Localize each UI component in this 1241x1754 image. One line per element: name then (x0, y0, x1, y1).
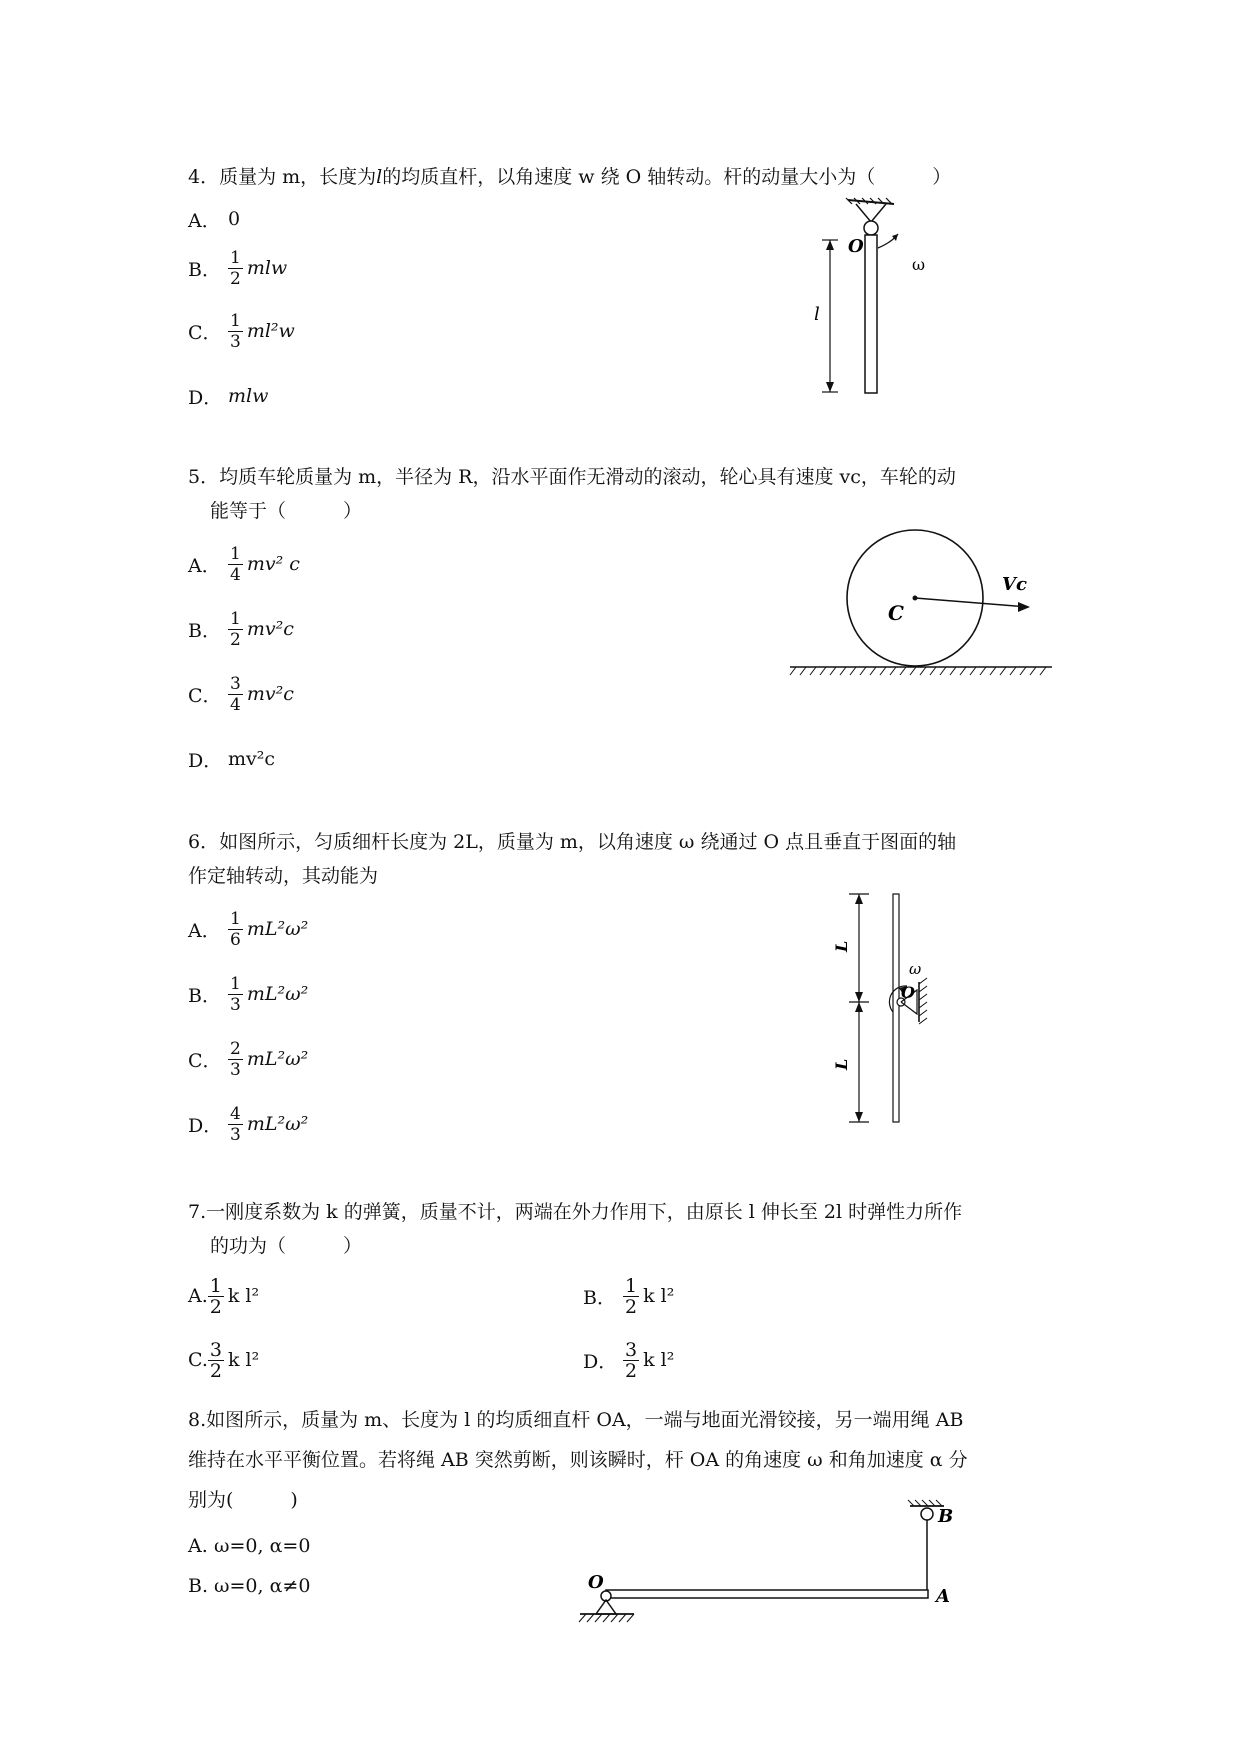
q5-figure-wheel (790, 530, 1060, 680)
fraction: $\frac{4}{3}$ (230, 1103, 241, 1145)
fraction: $\frac{1}{2}$ (230, 608, 241, 650)
q7-option-d[interactable]: D． $\frac{3}{2}$ k l² (583, 1338, 675, 1382)
q6-figure-rod (832, 890, 955, 1130)
q4-figure-rod (800, 200, 960, 400)
fraction: $\frac{1}{3}$ (230, 973, 241, 1015)
q7-option-b[interactable]: B． $\frac{1}{2}$ k l² (583, 1274, 675, 1318)
q4-label-omega: ω (912, 255, 926, 274)
q5-label-c: C (888, 601, 904, 625)
q5-option-a[interactable]: A． $\frac{1}{4}$ mv² c (188, 543, 300, 585)
fraction: $\frac{1}{2}$ (230, 247, 241, 289)
q6-label-l-top: L (832, 940, 851, 952)
q5-option-c[interactable]: C． $\frac{3}{4}$ mv²c (188, 673, 294, 715)
q6-stem: 6．如图所示，匀质细杆长度为 2L，质量为 m，以角速度 ω 绕通过 O 点且垂直于图面的轴 作定轴转动，其动能为 (188, 831, 957, 887)
q4-option-b[interactable]: B． $\frac{1}{2}$ mlw (188, 247, 288, 289)
q8-figure-rod (570, 1500, 960, 1640)
fraction: $\frac{1}{2}$ (209, 1274, 222, 1318)
q8-label-a: A (936, 1586, 950, 1607)
q5-option-d[interactable]: D． mv²c (188, 748, 276, 772)
q6-option-c[interactable]: C． $\frac{2}{3}$ mL²ω² (188, 1038, 309, 1080)
fraction: $\frac{2}{3}$ (230, 1038, 241, 1080)
q4-option-c[interactable]: C． $\frac{1}{3}$ ml²w (188, 310, 295, 352)
q8-label-o: O (588, 1572, 604, 1593)
fraction: $\frac{1}{2}$ (625, 1274, 638, 1318)
q6-label-l-bottom: L (832, 1058, 851, 1070)
fraction: $\frac{3}{2}$ (625, 1338, 638, 1382)
q7-option-a[interactable]: A. $\frac{1}{2}$ k l² (188, 1274, 260, 1318)
q8-option-a[interactable]: A. ω=0, α=0 (188, 1535, 311, 1557)
q7-option-c[interactable]: C. $\frac{3}{2}$ k l² (188, 1338, 260, 1382)
q8-option-b[interactable]: B. ω=0, α≠0 (188, 1575, 311, 1597)
q7-stem: 7.一刚度系数为 k 的弹簧，质量不计，两端在外力作用下，由原长 l 伸长至 2l 时弹性力所作 的功为（ ） (188, 1201, 963, 1257)
fraction: $\frac{1}{3}$ (230, 310, 241, 352)
q5-label-vc: Vc (1002, 574, 1027, 595)
q4-label-length: l (814, 304, 820, 325)
q4-option-d[interactable]: D． mlw (188, 385, 269, 409)
fraction: $\frac{3}{4}$ (230, 673, 241, 715)
fraction: $\frac{3}{2}$ (209, 1338, 222, 1382)
q6-option-a[interactable]: A． $\frac{1}{6}$ mL²ω² (188, 908, 309, 950)
q6-option-b[interactable]: B． $\frac{1}{3}$ mL²ω² (188, 973, 309, 1015)
q6-option-d[interactable]: D． $\frac{4}{3}$ mL²ω² (188, 1103, 309, 1145)
q4-stem: 4．质量为 m，长度为l的均质直杆，以角速度 w 绕 O 轴转动。杆的动量大小为（ ） (188, 166, 952, 188)
fraction: $\frac{1}{6}$ (230, 908, 241, 950)
q6-label-o: O (901, 983, 915, 1002)
q6-label-omega: ω (909, 960, 922, 978)
q4-label-o: O (848, 236, 864, 257)
fraction: $\frac{1}{4}$ (230, 543, 241, 585)
q4-option-a[interactable]: A． 0 (188, 208, 241, 232)
q5-option-b[interactable]: B． $\frac{1}{2}$ mv²c (188, 608, 294, 650)
q8-stem: 8.如图所示，质量为 m、长度为 l 的均质细直杆 OA，一端与地面光滑铰接，另一端用绳 AB 维持在水平平衡位置。若将绳 AB 突然剪断，则该瞬时，杆 OA 的角速度 ω 和角加速度 α 分 别为( ) (188, 1409, 968, 1511)
q5-stem: 5．均质车轮质量为 m，半径为 R，沿水平面作无滑动的滚动，轮心具有速度 vc，车轮的动 能等于（ ） (188, 466, 956, 522)
q8-label-b: B (938, 1506, 954, 1527)
